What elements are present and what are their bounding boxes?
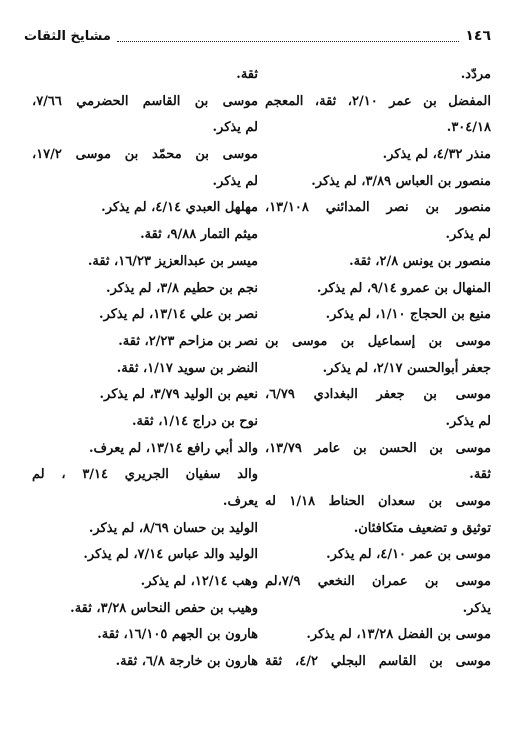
entry-line: موسى بن الفضل ١٣/٢٨، لم يذكر. [306, 627, 491, 643]
entry-line: منصور بن نصر المدائني ١٣/١٠٨، [265, 200, 491, 216]
entry-line: الوليد بن حسان ٨/٦٩، لم يذكر. [88, 520, 258, 536]
entry-line: يعرف. [222, 494, 258, 509]
entry-line: ٣٠٤/١٨. [446, 120, 491, 136]
entry-line: الوليد والد عباس ٧/١٤، لم يذكر. [83, 547, 258, 563]
entry-line: موسى بن عمران النخعي ٧/٩،لم [265, 574, 491, 590]
entry-line: هارون بن الجهم ١٦/١٠٥، ثقة. [97, 627, 258, 643]
entry-line: وهب ١٢/١٤، لم يذكر. [140, 574, 258, 590]
entry-line: المفضل بن عمر ٢/١٠، ثقة، المعجم [265, 93, 491, 109]
entry-line: منيع بن الحجاج ١/١٠، لم يذكر. [325, 307, 491, 323]
entry-line: يذكر. [462, 600, 491, 616]
entry-line: ثقة. [236, 67, 258, 82]
entry-line: المنهال بن عمرو ٩/١٤، لم يذكر. [316, 280, 491, 296]
entry-line: مهلهل العبدي ٤/١٤، لم يذكر. [101, 200, 258, 216]
entry-line: جعفر أبوالحسن ٢/١٧، لم يذكر. [322, 360, 491, 376]
entry-line: نصر بن مزاحم ٢/٢٣، ثقة. [118, 333, 258, 349]
entry-line: منذر ٤/٣٢، لم يذكر. [382, 147, 491, 163]
entry-line: لم يذكر. [445, 227, 491, 243]
entry-line: النضر بن سويد ١/١٧، ثقة. [116, 360, 258, 376]
entry-line: لم يذكر. [212, 173, 258, 189]
entry-line: نوح بن دراج ١/١٤، ثقة. [131, 413, 258, 429]
entry-line: ميسر بن عبدالعزيز ١٦/٢٣، ثقة. [87, 253, 258, 269]
page-header [24, 26, 491, 46]
left-column [32, 62, 258, 676]
entry-line: موسى بن الحسن بن عامر ١٣/٧٩، [265, 440, 491, 456]
entry-line: موسى بن إسماعيل بن موسى بن [265, 333, 491, 349]
entry-line: موسى بن محمّد بن موسى ١٧/٢، [32, 147, 258, 163]
entry-line: والد أبي رافع ١٣/١٤، لم يعرف. [89, 440, 258, 456]
entry-line: لم يذكر. [445, 413, 491, 429]
entry-line: موسى بن القاسم الحضرمي ٧/٦٦، [32, 93, 258, 109]
entry-line: نصر بن علي ١٣/١٤، لم يذكر. [99, 307, 258, 323]
entry-line: والد سفيان الجريري ٣/١٤ ، لم [32, 467, 258, 483]
entry-line: توثيق و تضعيف متكافئان. [353, 520, 491, 536]
entry-line: موسى بن عمر ٤/١٠، لم يذكر. [326, 547, 491, 563]
entry-line: مردّد. [460, 67, 491, 82]
right-column [265, 62, 491, 676]
entry-line: منصور بن يونس ٢/٨، ثقة. [349, 253, 491, 269]
entry-line: موسى بن سعدان الحناط ١/١٨ له [265, 494, 491, 509]
running-title: مشايخ الثقات [24, 28, 111, 44]
entry-line: ثقة. [469, 467, 491, 483]
entry-line: موسى بن القاسم البجلي ٤/٢، ثقة [265, 654, 491, 670]
entry-line: لم يذكر. [212, 120, 258, 136]
entry-line: منصور بن العباس ٣/٨٩، لم يذكر. [311, 173, 491, 189]
entry-line: نجم بن حطيم ٣/٨، لم يذكر. [106, 280, 258, 296]
entry-line: موسى بن جعفر البغدادي ٦/٧٩، [265, 387, 491, 403]
entry-line: ميثم التمار ٩/٨٨، ثقة. [140, 227, 258, 243]
entry-line: وهيب بن حفص النحاس ٣/٢٨، ثقة. [70, 600, 258, 616]
page-number: ١٤٦ [465, 28, 491, 44]
entry-line: نعيم بن الوليد ٣/٧٩، لم يذكر. [99, 387, 258, 403]
header-leader-dots [117, 31, 459, 42]
entry-line: هارون بن خارجة ٦/٨، ثقة. [115, 654, 258, 670]
